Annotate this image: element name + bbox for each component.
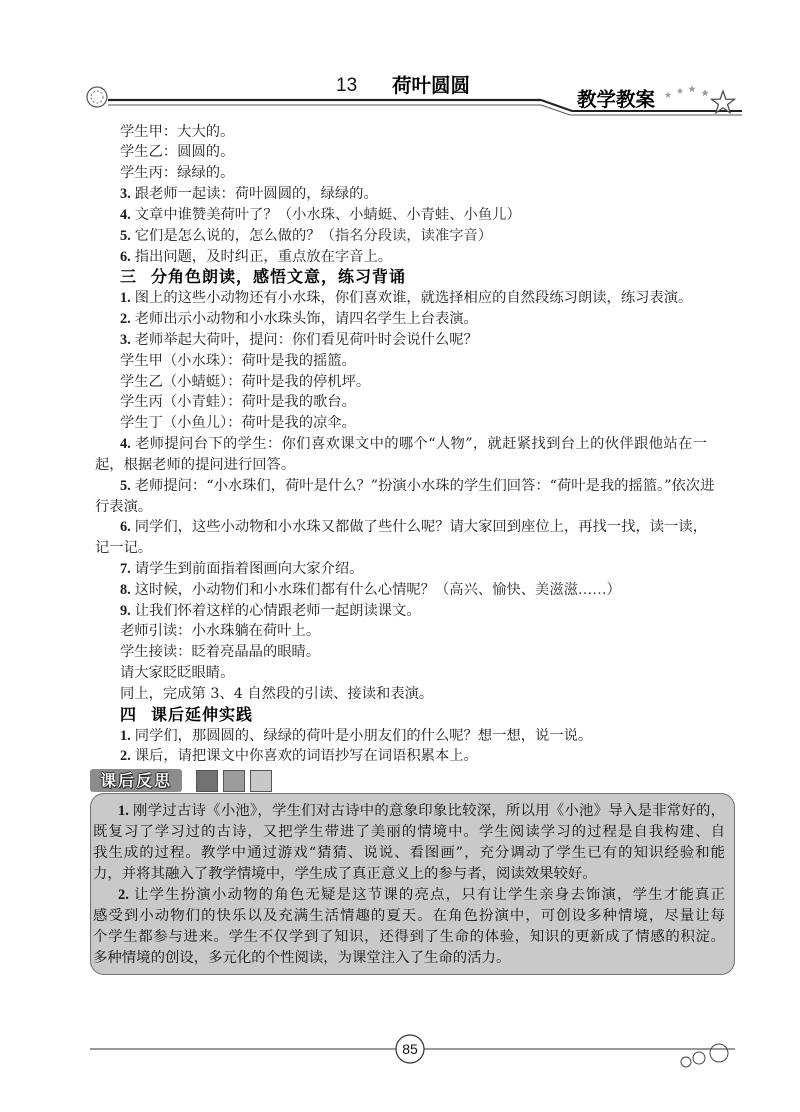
reflection-line — [93, 885, 725, 906]
step-number: 1. — [120, 290, 131, 307]
outline-star-icon — [712, 91, 735, 113]
role-speech: ：荷叶是我的歌台。 — [227, 394, 356, 411]
step-item — [95, 309, 707, 330]
step-line — [95, 517, 707, 538]
reflection-text — [93, 801, 725, 969]
footer-bubble-icon — [681, 1057, 691, 1067]
footer-bubble-icon — [693, 1052, 705, 1064]
step-number: 5. — [120, 227, 131, 244]
step-item — [95, 601, 707, 622]
step-item — [95, 434, 707, 476]
reflection-label: 课后反思 — [90, 769, 182, 792]
reflection-paragraph — [93, 885, 725, 969]
step-number: 5. — [120, 477, 131, 494]
reflection-line: 既复习了学习过的古诗，又把学生带进了美丽的情境中。学生阅读学习的过程是自我构建、自 — [93, 823, 725, 840]
section-number: 三 — [120, 267, 138, 287]
section-title: 课后延伸实践 — [151, 704, 254, 724]
role-name: （小鱼儿） — [162, 415, 228, 432]
step-item — [95, 205, 707, 226]
step-text: 图上的这些小动物还有小水珠，你们喜欢谁，就选择相应的自然段练习朗读，练习表演。 — [134, 290, 693, 307]
small-star-icon — [665, 92, 672, 98]
reflection-line: 力，并将其融入了教学情境中，学生成了真正意义上的参与者，阅读效果较好。 — [93, 865, 597, 882]
student-answer: 学生乙：圆圆的。 — [120, 144, 235, 161]
step-line: 行表演。 — [95, 498, 153, 515]
step-number: 9. — [120, 602, 131, 619]
role-line — [95, 392, 707, 413]
student-answer: 学生丙：绿绿的。 — [120, 165, 235, 182]
step-text: 老师出示小动物和小水珠头饰，请四名学生上台表演。 — [134, 311, 478, 328]
role-speaker: 学生乙 — [120, 373, 163, 390]
lesson-number: 13 — [336, 75, 358, 96]
step-number: 4. — [120, 436, 131, 453]
paragraph-number: 1. — [118, 802, 129, 819]
role-name: （小水珠） — [162, 352, 228, 369]
step-text: 同学们，这些小动物和小水珠又都做了些什么呢？请大家回到座位上，再找一找，读一读， — [134, 519, 707, 536]
section-heading — [95, 705, 707, 726]
role-speech: ：荷叶是我的凉伞。 — [227, 415, 356, 432]
student-answer: 学生甲：大大的。 — [120, 123, 235, 140]
section-number: 四 — [120, 704, 138, 724]
step-item — [95, 247, 707, 268]
step-text: 让我们怀着这样的心情跟老师一起朗读课文。 — [134, 602, 421, 619]
section-heading — [95, 267, 707, 288]
header-ornament-ring-icon — [87, 87, 107, 107]
header-ornament-dots-icon — [91, 91, 103, 103]
reflection-line: 我生成的过程。教学中通过游戏“猜猜、说说、看图画”，充分调动了学生已有的知识经验和能 — [93, 844, 725, 861]
reflection-line — [93, 801, 725, 822]
reading-line: 老师引读：小水珠躺在荷叶上。 — [120, 623, 321, 640]
lesson-body — [95, 122, 715, 768]
step-text: 老师提问：“小水珠们，荷叶是什么？”扮演小水珠的学生们回答：“荷叶是我的摇篮。”依次进 — [134, 477, 715, 494]
step-item — [95, 476, 715, 518]
role-name: （小青蛙） — [162, 394, 228, 411]
role-line — [95, 351, 707, 372]
step-item — [95, 226, 707, 247]
footer-bubble-icon — [710, 1044, 728, 1062]
paragraph-text: 刚学过古诗《小池》，学生们对古诗中的意象印象比较深，所以用《小池》导入是非常好的， — [132, 802, 725, 819]
step-item — [95, 746, 707, 767]
reflection-paragraph — [93, 801, 725, 885]
step-text: 老师提问台下的学生：你们喜欢课文中的哪个“人物”，就赶紧找到台上的伙伴跟他站在一 — [134, 436, 707, 453]
step-text: 课后，请把课文中你喜欢的词语抄写在词语积累本上。 — [134, 748, 478, 765]
step-note: （小水珠、小蜻蜓、小青蛙、小鱼儿） — [277, 206, 521, 223]
reflection-line: 个学生都参与进来。学生不仅学到了知识，还得到了生命的体验，知识的更新成了情感的积淀。 — [93, 928, 725, 945]
reflection-line: 多种情境的创设，多元化的个性阅读，为课堂注入了生命的活力。 — [93, 949, 511, 966]
step-number: 6. — [120, 519, 131, 536]
step-item — [95, 330, 707, 351]
step-item — [95, 184, 707, 205]
reading-line: 请大家眨眨眼睛。 — [120, 665, 235, 682]
step-item — [95, 288, 707, 309]
reading-line: 学生接读：眨着亮晶晶的眼睛。 — [120, 644, 321, 661]
step-line — [95, 476, 715, 497]
step-number: 8. — [120, 581, 131, 598]
role-line — [95, 372, 707, 393]
step-item — [95, 726, 707, 747]
label-square-light — [250, 770, 272, 792]
step-text: 同学们，那圆圆的、绿绿的荷叶是小朋友们的什么呢？想一想，说一说。 — [134, 727, 593, 744]
role-speech: ：荷叶是我的停机坪。 — [227, 373, 371, 390]
page-number: 85 — [402, 1041, 418, 1057]
step-number: 7. — [120, 560, 131, 577]
step-item — [95, 580, 707, 601]
step-item — [95, 517, 707, 559]
small-star-icon — [677, 88, 684, 94]
step-number: 2. — [120, 311, 131, 328]
step-text: 文章中谁赞美荷叶了？ — [134, 206, 278, 223]
book-label: 教学教案 — [577, 88, 656, 111]
step-number: 6. — [120, 248, 131, 265]
role-line — [95, 413, 707, 434]
step-note: （高兴、愉快、美滋滋……） — [434, 581, 621, 598]
small-star-icon — [701, 89, 709, 96]
lesson-title: 荷叶圆圆 — [392, 74, 471, 97]
step-line: 起，根据老师的提问进行回答。 — [95, 456, 296, 473]
step-line — [95, 434, 707, 455]
role-speech: ：荷叶是我的摇篮。 — [227, 352, 356, 369]
step-number: 2. — [120, 748, 131, 765]
paragraph-number: 2. — [118, 886, 129, 903]
step-text: 请学生到前面指着图画向大家介绍。 — [134, 560, 364, 577]
reflection-line: 感受到小动物们的快乐以及充满生活情趣的夏天。在角色扮演中，可创设多种情境，尽量让每 — [93, 907, 725, 924]
small-star-icon — [688, 85, 696, 92]
role-speaker: 学生丙 — [120, 394, 163, 411]
step-item — [95, 559, 707, 580]
step-text: 老师举起大荷叶，提问：你们看见荷叶时会说什么呢？ — [134, 331, 478, 348]
role-speaker: 学生甲 — [120, 352, 163, 369]
step-number: 3. — [120, 186, 131, 203]
step-text: 指出问题，及时纠正，重点放在字音上。 — [134, 248, 393, 265]
paragraph-text: 让学生扮演小动物的角色无疑是这节课的亮点，只有让学生亲身去饰演，学生才能真正 — [132, 886, 725, 903]
role-speaker: 学生丁 — [120, 415, 163, 432]
step-number: 4. — [120, 206, 131, 223]
step-number: 1. — [120, 727, 131, 744]
step-text: 跟老师一起读：荷叶圆圆的，绿绿的。 — [134, 186, 378, 203]
step-number: 3. — [120, 331, 131, 348]
label-square-dark — [196, 770, 218, 792]
section-title: 分角色朗读，感悟文意，练习背诵 — [151, 267, 407, 287]
reading-line: 同上，完成第 3、4 自然段的引读、接读和表演。 — [120, 685, 434, 702]
step-line: 记一记。 — [95, 540, 153, 557]
step-text: 这时候，小动物们和小水珠们都有什么心情呢？ — [134, 581, 435, 598]
role-name: （小蜻蜓） — [162, 373, 228, 390]
step-note: （指名分段读，读准字音） — [320, 227, 493, 244]
step-text: 它们是怎么说的，怎么做的？ — [134, 227, 321, 244]
label-square-medium — [223, 770, 245, 792]
